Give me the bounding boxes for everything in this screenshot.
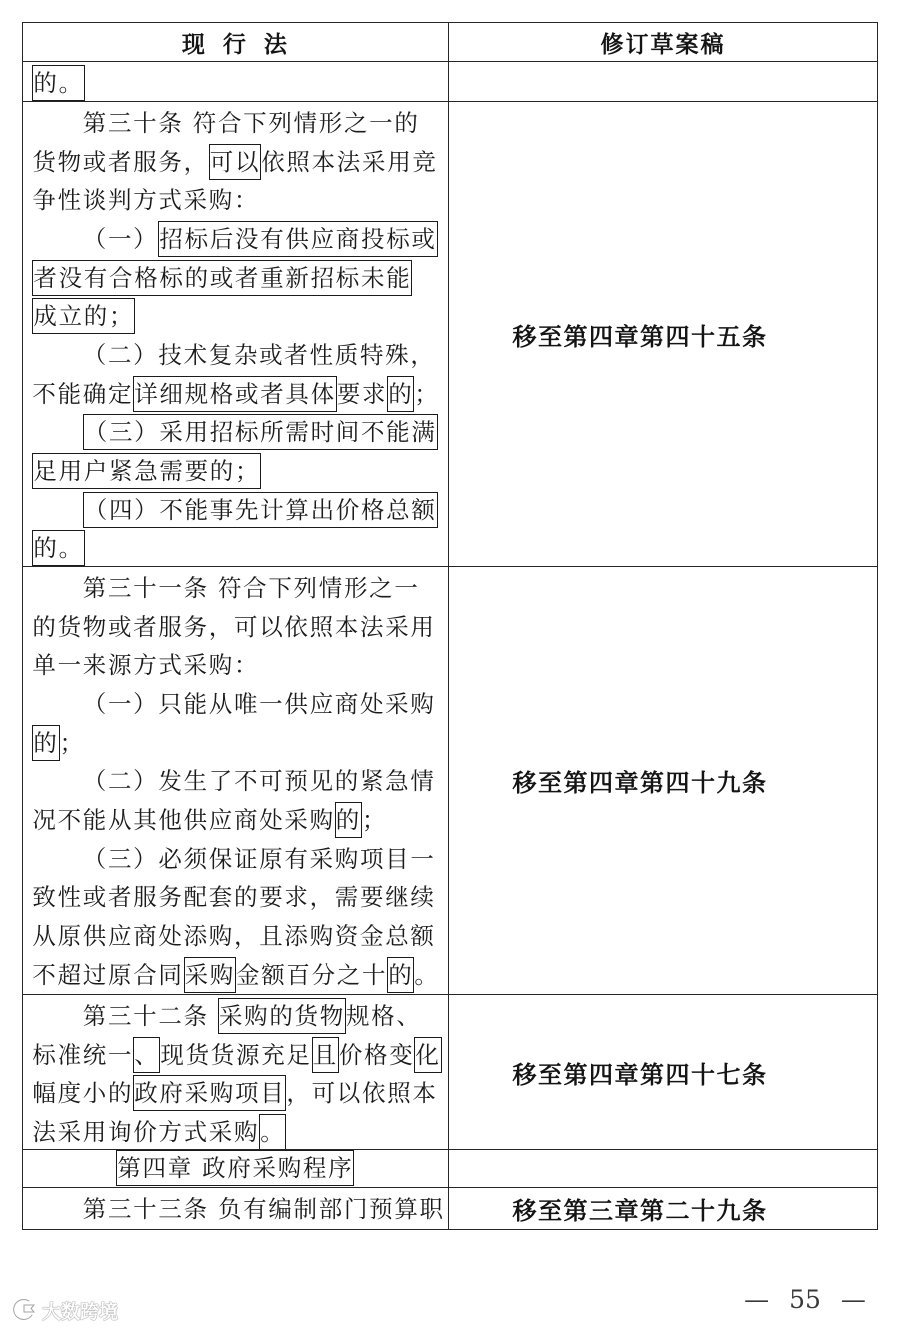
chapter-heading-row bbox=[23, 1149, 877, 1187]
law-comparison-table bbox=[22, 22, 878, 1230]
text-segment: 价格变 bbox=[338, 1040, 415, 1069]
text-segment: 不能确定 bbox=[32, 379, 134, 408]
text-line bbox=[32, 840, 447, 879]
revised-draft-note: 移至第四章第四十五条 bbox=[512, 322, 768, 351]
text-segment: 的货物或者服务，可以依照本法采用 bbox=[32, 612, 436, 641]
boxed-text: 的。 bbox=[32, 530, 84, 566]
table-row bbox=[23, 61, 877, 101]
text-line bbox=[32, 608, 447, 647]
boxed-text: 详细规格或者具体 bbox=[133, 376, 337, 412]
text-segment: ； bbox=[414, 379, 440, 408]
text-segment: 货物或者服务， bbox=[32, 147, 209, 176]
header-current-law: 现 行 法 bbox=[181, 31, 289, 58]
text-segment: 从原供应商处添购，且添购资金总额 bbox=[32, 922, 436, 951]
text-segment: 法采用询价方式采购 bbox=[32, 1117, 260, 1146]
boxed-text: 第四章 政府采购程序 bbox=[116, 1150, 354, 1186]
header-revised-draft: 修订草案稿 bbox=[600, 31, 726, 58]
current-law-cell bbox=[23, 995, 448, 1149]
text-line bbox=[32, 917, 447, 956]
revised-draft-cell bbox=[449, 102, 877, 566]
boxed-text: （四）不能事先计算出价格总额 bbox=[83, 492, 438, 528]
table-row bbox=[23, 994, 877, 1149]
text-line bbox=[32, 997, 447, 1036]
text-segment: 现货货源充足 bbox=[160, 1040, 312, 1069]
boxed-text: 的。 bbox=[32, 65, 84, 101]
text-segment: 依照本法采用竞 bbox=[261, 147, 438, 176]
text-segment: 要求 bbox=[336, 379, 388, 408]
revised-draft-cell bbox=[449, 1188, 877, 1227]
text-line bbox=[32, 413, 447, 452]
text-segment: 。 bbox=[414, 960, 440, 989]
boxed-text: （三）采用招标所需时间不能满 bbox=[83, 414, 438, 450]
text-line bbox=[32, 1190, 447, 1229]
text-segment: （一） bbox=[82, 224, 159, 253]
text-segment: 标准统一 bbox=[32, 1040, 134, 1069]
boxed-text: 足用户紧急需要的； bbox=[32, 453, 261, 489]
text-line bbox=[32, 104, 447, 143]
boxed-text: 的 bbox=[387, 957, 414, 993]
text-line bbox=[23, 1150, 448, 1186]
boxed-text: 采购 bbox=[184, 957, 236, 993]
revised-draft-cell bbox=[449, 567, 877, 994]
revised-draft-note: 移至第三章第二十九条 bbox=[512, 1196, 768, 1225]
text-segment: 规格、 bbox=[345, 1001, 422, 1030]
chapter-heading-cell bbox=[23, 1150, 448, 1187]
boxed-text: 政府采购项目 bbox=[133, 1075, 286, 1111]
text-segment: （二）技术复杂或者性质特殊， bbox=[82, 341, 436, 370]
text-line bbox=[32, 181, 447, 220]
boxed-text: 者没有合格标的或者重新招标未能 bbox=[32, 260, 412, 296]
revised-draft-cell bbox=[449, 62, 877, 101]
text-segment: 第三十二条 bbox=[82, 1001, 218, 1030]
boxed-text: 的 bbox=[335, 802, 362, 838]
text-line bbox=[32, 762, 447, 801]
boxed-text: 化 bbox=[414, 1037, 441, 1073]
boxed-text: 可以 bbox=[209, 144, 261, 180]
table-row bbox=[23, 1187, 877, 1227]
text-line bbox=[32, 143, 447, 182]
table-row bbox=[23, 566, 877, 994]
text-line bbox=[32, 1036, 447, 1075]
text-segment: 第三十一条 符合下列情形之一 bbox=[82, 573, 420, 602]
text-segment: ； bbox=[59, 728, 85, 757]
text-line bbox=[32, 220, 447, 259]
page-number: — 55 — bbox=[744, 1285, 866, 1314]
current-law-cell bbox=[23, 62, 448, 101]
text-segment: 金额百分之十 bbox=[236, 960, 388, 989]
text-line bbox=[32, 452, 447, 491]
text-line bbox=[32, 297, 447, 336]
text-line bbox=[32, 569, 447, 608]
text-segment: 第三十条 符合下列情形之一的 bbox=[82, 108, 420, 137]
watermark bbox=[8, 1294, 118, 1326]
text-segment: 争性谈判方式采购： bbox=[32, 186, 260, 215]
boxed-text: 招标后没有供应商投标或 bbox=[158, 221, 437, 257]
text-line bbox=[32, 64, 447, 103]
text-segment: 致性或者服务配套的要求，需要继续 bbox=[32, 883, 436, 912]
text-segment: ； bbox=[362, 806, 388, 835]
text-line bbox=[32, 336, 447, 375]
boxed-text: 的 bbox=[32, 725, 59, 761]
revised-draft-note: 移至第四章第四十七条 bbox=[512, 1060, 768, 1089]
current-law-cell bbox=[23, 567, 448, 994]
boxed-text: 的 bbox=[387, 376, 414, 412]
text-line bbox=[32, 375, 447, 414]
watermark-text: 大数跨境 bbox=[42, 1300, 119, 1323]
text-line bbox=[32, 724, 447, 763]
brand-logo-icon bbox=[8, 1296, 38, 1324]
text-line bbox=[32, 956, 447, 995]
boxed-text: 采购的货物 bbox=[218, 998, 346, 1034]
text-line bbox=[32, 1074, 447, 1113]
table-row bbox=[23, 101, 877, 566]
boxed-text: 、 bbox=[133, 1037, 160, 1073]
text-segment: 单一来源方式采购： bbox=[32, 651, 260, 680]
text-segment: ，可以依照本 bbox=[286, 1079, 438, 1108]
revised-draft-note: 移至第四章第四十九条 bbox=[512, 769, 768, 798]
revised-draft-cell bbox=[449, 995, 877, 1149]
text-segment: （一）只能从唯一供应商处采购 bbox=[82, 689, 436, 718]
boxed-text: 且 bbox=[312, 1037, 339, 1073]
text-segment: 第三十三条 负有编制部门预算职 bbox=[82, 1194, 445, 1223]
revised-draft-cell bbox=[449, 1150, 877, 1187]
text-segment: 况不能从其他供应商处采购 bbox=[32, 806, 335, 835]
current-law-cell bbox=[23, 102, 448, 566]
text-segment: 不超过原合同 bbox=[32, 960, 184, 989]
boxed-text: 。 bbox=[259, 1114, 286, 1150]
text-line bbox=[32, 1113, 447, 1152]
table-header-row bbox=[23, 23, 877, 61]
text-line bbox=[32, 646, 447, 685]
text-line bbox=[32, 491, 447, 530]
text-line bbox=[32, 878, 447, 917]
text-segment: （三）必须保证原有采购项目一 bbox=[82, 844, 436, 873]
boxed-text: 成立的； bbox=[32, 298, 135, 334]
text-segment: 幅度小的 bbox=[32, 1079, 134, 1108]
text-line bbox=[32, 801, 447, 840]
text-line bbox=[32, 259, 447, 298]
current-law-cell bbox=[23, 1188, 448, 1227]
text-line bbox=[32, 685, 447, 724]
text-segment: （二）发生了不可预见的紧急情 bbox=[82, 767, 436, 796]
text-line bbox=[32, 529, 447, 568]
